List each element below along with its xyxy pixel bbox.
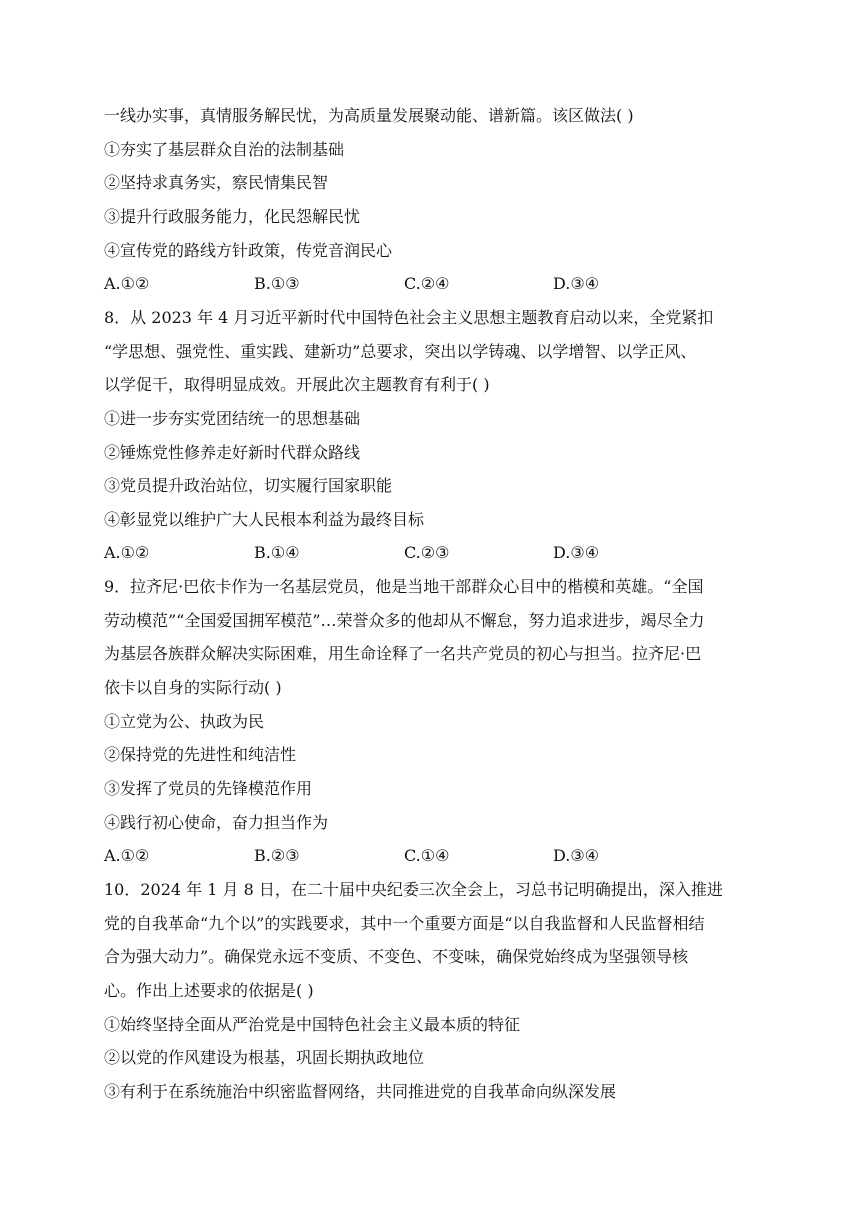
q10-stem-line-4: 心。作出上述要求的依据是( ) xyxy=(104,981,314,1000)
q7-option-b: B.①③ xyxy=(254,274,300,293)
q8-option-a: A.①② xyxy=(104,543,150,562)
q10-stem-line-1: 10．2024 年 1 月 8 日，在二十届中央纪委三次全会上，习总书记明确提出，深入推进 xyxy=(104,880,723,899)
q7-option-c: C.②④ xyxy=(404,274,450,293)
q9-choice-2: ②保持党的先进性和纯洁性 xyxy=(104,745,297,764)
q10-choice-1: ①始终坚持全面从严治党是中国特色社会主义最本质的特征 xyxy=(104,1015,521,1034)
q7-option-a: A.①② xyxy=(104,274,150,293)
q10-choice-2: ②以党的作风建设为根基，巩固长期执政地位 xyxy=(104,1048,425,1067)
q8-stem-line-2: “学思想、强党性、重实践、建新功”总要求，突出以学铸魂、以学增智、以学正风、 xyxy=(104,342,697,361)
q7-option-d: D.③④ xyxy=(553,274,600,293)
q8-choice-1: ①进一步夯实党团结统一的思想基础 xyxy=(104,409,361,428)
q7-choice-3: ③提升行政服务能力，化民怨解民忧 xyxy=(104,207,361,226)
q8-options xyxy=(104,543,764,563)
q9-choice-1: ①立党为公、执政为民 xyxy=(104,712,265,731)
q7-choice-2: ②坚持求真务实，察民情集民智 xyxy=(104,173,329,192)
q7-stem-line: 一线办实事，真情服务解民忧，为高质量发展聚动能、谱新篇。该区做法( ) xyxy=(104,106,634,125)
q9-choice-3: ③发挥了党员的先锋模范作用 xyxy=(104,779,313,798)
q7-choice-4: ④宣传党的路线方针政策，传党音润民心 xyxy=(104,241,393,260)
q9-stem-line-1: 9．拉齐尼·巴依卡作为一名基层党员，他是当地干部群众心目中的楷模和英雄。“全国 xyxy=(104,577,704,596)
q10-choice-3: ③有利于在系统施治中织密监督网络，共同推进党的自我革命向纵深发展 xyxy=(104,1082,617,1101)
q10-stem-line-3: 合为强大动力”。确保党永远不变质、不变色、不变味，确保党始终成为坚强领导核 xyxy=(104,947,689,966)
q8-stem-line-3: 以学促干，取得明显成效。开展此次主题教育有利于( ) xyxy=(104,375,490,394)
q8-stem-line-1: 8．从 2023 年 4 月习近平新时代中国特色社会主义思想主题教育启动以来，全党紧扣 xyxy=(104,308,714,327)
q8-choice-2: ②锤炼党性修养走好新时代群众路线 xyxy=(104,443,361,462)
q9-option-a: A.①② xyxy=(104,846,150,865)
q7-options xyxy=(104,274,764,294)
q8-choice-4: ④彰显党以维护广大人民根本利益为最终目标 xyxy=(104,510,425,529)
q9-stem-line-3: 为基层各族群众解决实际困难，用生命诠释了一名共产党员的初心与担当。拉齐尼·巴 xyxy=(104,644,702,663)
q9-stem-line-2: 劳动模范”“全国爱国拥军模范”…荣誉众多的他却从不懈怠，努力追求进步，竭尽全力 xyxy=(104,611,705,630)
q10-stem-line-2: 党的自我革命“九个以”的实践要求，其中一个重要方面是“以自我监督和人民监督相结 xyxy=(104,914,705,933)
q9-choice-4: ④践行初心使命，奋力担当作为 xyxy=(104,813,329,832)
q8-option-d: D.③④ xyxy=(553,543,600,562)
q9-stem-line-4: 依卡以自身的实际行动( ) xyxy=(104,678,282,697)
q9-option-d: D.③④ xyxy=(553,846,600,865)
q8-option-c: C.②③ xyxy=(404,543,450,562)
q9-option-b: B.②③ xyxy=(254,846,300,865)
q9-options xyxy=(104,846,764,866)
q7-choice-1: ①夯实了基层群众自治的法制基础 xyxy=(104,140,345,159)
q9-option-c: C.①④ xyxy=(404,846,450,865)
q8-choice-3: ③党员提升政治站位，切实履行国家职能 xyxy=(104,476,393,495)
q8-option-b: B.①④ xyxy=(254,543,300,562)
